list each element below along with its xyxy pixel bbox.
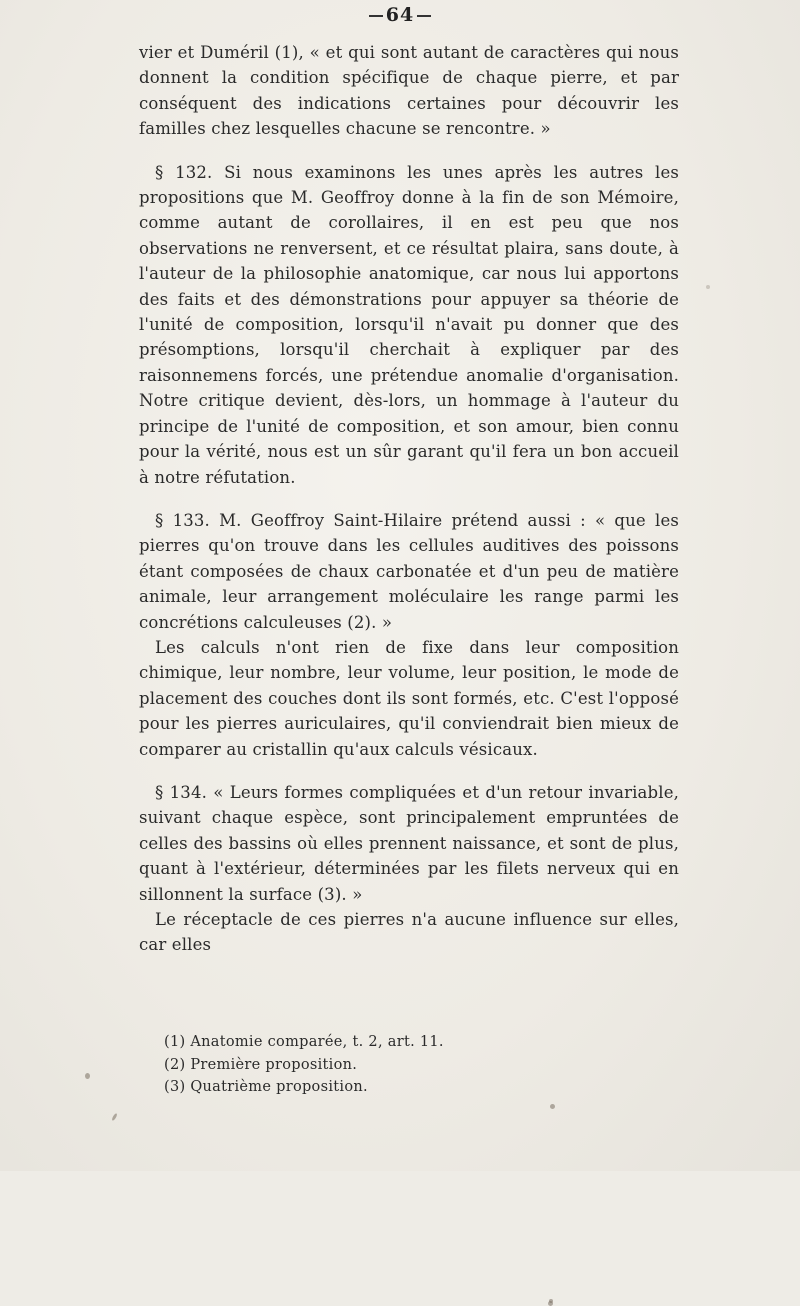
- page-number: [0, 4, 800, 26]
- paper-speck: [111, 1113, 118, 1121]
- footnotes: [164, 1031, 664, 1099]
- paragraph-calculs: Les calculs n'ont rien de fixe dans leur composition chimique, leur nombre, leur volume, leur position, le mode de placement des couches dont ils sont formés, etc. C'est l'opposé pour les pierres auriculaires, qu'il conviendrait bien mieux de comparer au cristallin qu'aux calculs vésicaux.: [139, 637, 679, 759]
- paper-speck: [706, 285, 710, 289]
- paragraph-continuation: vier et Duméril (1), « et qui sont autant de caractères qui nous donnent la condition spécifique de chaque pierre, et par conséquent des indications certaines pour découvrir les familles chez lesquelles chacune se rencontre. »: [139, 43, 679, 139]
- page-number-value: 64: [385, 4, 415, 26]
- paragraph-receptacle: Le réceptacle de ces pierres n'a aucune influence sur elles, car elles: [139, 910, 679, 955]
- body-text: [139, 40, 679, 958]
- footnote-2: (2) Première proposition.: [164, 1056, 358, 1073]
- paper-speck: [549, 1299, 553, 1303]
- paragraph-gap: [139, 142, 679, 160]
- paper-speck: [550, 1104, 555, 1109]
- paper-speck: [85, 1073, 90, 1079]
- footnote-1: (1) Anatomie comparée, t. 2, art. 11.: [164, 1034, 444, 1050]
- paragraph-section-132: § 132. Si nous examinons les unes après les autres les propositions que M. Geoffroy donne à la fin de son Mémoire, comme autant de corollaires, il en est peu que nos observations ne renversent, et ce résultat plaira, sans doute, à l'auteur de la philosophie anatomique, car nous lui apportons des faits et des démonstrations pour appuyer sa théorie de l'unité de composition, lorsqu'il n'avait pu donner que des présomptions, lorsqu'il cherchait à expliquer par des raisonnemens forcés, une prétendue anomalie d'organisation. Notre critique devient, dès-lors, un hommage à l'auteur du principe de l'unité de composition, et son amour, bien connu pour la vérité, nous est un sûr garant qu'il fera un bon accueil à notre réfutation.: [139, 162, 679, 487]
- page-number-dash-left: [369, 15, 383, 17]
- paragraph-section-134: § 134. « Leurs formes compliquées et d'un retour invariable, suivant chaque espèce, sont principalement empruntées de celles des bassins où elles prennent naissance, et sont de plus, quant à l'extérieur, déterminées par les filets nerveux qui en sillonnent la surface (3). »: [139, 782, 679, 904]
- page-number-dash-right: [417, 15, 431, 17]
- paragraph-gap: [139, 490, 679, 508]
- paragraph-gap: [139, 762, 679, 780]
- footnote-3: (3) Quatrième proposition.: [164, 1079, 368, 1095]
- paragraph-section-133: § 133. M. Geoffroy Saint-Hilaire prétend aussi : « que les pierres qu'on trouve dans les cellules auditives des poissons étant composées de chaux carbonatée et d'un peu de matière animale, leur arrangement moléculaire les range parmi les concrétions calculeuses (2). »: [139, 510, 679, 632]
